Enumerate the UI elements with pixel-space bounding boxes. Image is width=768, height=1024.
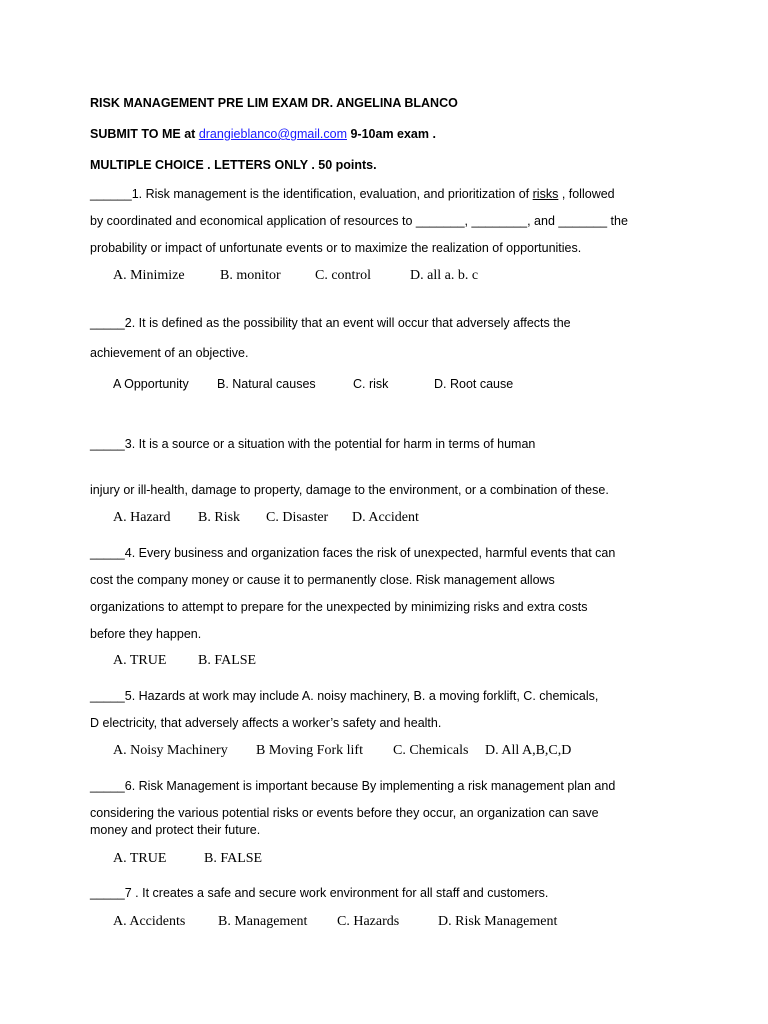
q2-option-c: C. risk — [353, 377, 389, 391]
q3-option-a: A. Hazard — [113, 510, 171, 525]
question-2-line-1: _____2. It is defined as the possibility that an event will occur that adversely affects the — [90, 316, 571, 330]
question-3-line-2: injury or ill-health, damage to property, damage to the environment, or a combination of these. — [90, 483, 609, 497]
question-1-line-1: ______1. Risk management is the identification, evaluation, and prioritization of risks , followed — [90, 187, 615, 201]
question-7-line-1: _____7 . It creates a safe and secure work environment for all staff and customers. — [90, 886, 549, 900]
q7-option-d: D. Risk Management — [438, 914, 558, 929]
question-3-line-1: _____3. It is a source or a situation with the potential for harm in terms of human — [90, 437, 536, 451]
q3-option-b: B. Risk — [198, 510, 241, 525]
question-1-line-2: by coordinated and economical application of resources to _______, ________, and _______ the — [90, 214, 628, 228]
question-4-line-2: cost the company money or cause it to permanently close. Risk management allows — [90, 573, 555, 587]
exam-title: RISK MANAGEMENT PRE LIM EXAM DR. ANGELINA BLANCO — [90, 96, 458, 110]
risks-link[interactable]: risks — [532, 187, 559, 201]
question-6-line-1: _____6. Risk Management is important because By implementing a risk management plan and — [90, 779, 616, 793]
submit-line — [90, 126, 436, 142]
q2-option-a: A Opportunity — [113, 377, 189, 391]
question-5-line-2: D electricity, that adversely affects a worker’s safety and health. — [90, 716, 442, 730]
email-link[interactable]: drangieblanco@gmail.com — [198, 127, 347, 141]
q1-option-a: A. Minimize — [113, 268, 185, 283]
q3-option-d: D. Accident — [352, 510, 419, 525]
question-2-line-2: achievement of an objective. — [90, 346, 249, 360]
q5-option-d: D. All A,B,C,D — [485, 743, 572, 758]
q2-option-b: B. Natural causes — [217, 377, 316, 391]
question-4-line-4: before they happen. — [90, 627, 202, 641]
q7-option-a: A. Accidents — [113, 914, 186, 929]
q5-option-a: A. Noisy Machinery — [113, 743, 228, 758]
submit-suffix: 9-10am exam . — [347, 127, 436, 141]
question-6-line-2: considering the various potential risks or events before they occur, an organization can save — [90, 806, 599, 820]
q4-option-b: B. FALSE — [198, 653, 257, 668]
q6-option-b: B. FALSE — [204, 851, 263, 866]
question-6-line-3: money and protect their future. — [90, 823, 261, 837]
q7-option-c: C. Hazards — [337, 914, 400, 929]
q5-option-c: C. Chemicals — [393, 743, 469, 758]
q1-option-b: B. monitor — [220, 268, 281, 283]
q7-option-b: B. Management — [218, 914, 308, 929]
q5-option-b: B Moving Fork lift — [256, 743, 363, 758]
instructions: MULTIPLE CHOICE . LETTERS ONLY . 50 points. — [90, 158, 377, 172]
question-4-line-3: organizations to attempt to prepare for the unexpected by minimizing risks and extra costs — [90, 600, 588, 614]
submit-prefix: SUBMIT TO ME at — [90, 127, 199, 141]
q2-option-d: D. Root cause — [434, 377, 514, 391]
q1-option-d: D. all a. b. c — [410, 268, 479, 283]
question-1-line-3: probability or impact of unfortunate events or to maximize the realization of opportunities. — [90, 241, 582, 255]
q3-option-c: C. Disaster — [266, 510, 329, 525]
q6-option-a: A. TRUE — [113, 851, 167, 866]
question-4-line-1: _____4. Every business and organization faces the risk of unexpected, harmful events that can — [90, 546, 616, 560]
q4-option-a: A. TRUE — [113, 653, 167, 668]
q1-option-c: C. control — [315, 268, 371, 283]
question-5-line-1: _____5. Hazards at work may include A. noisy machinery, B. a moving forklift, C. chemicals, — [90, 689, 599, 703]
